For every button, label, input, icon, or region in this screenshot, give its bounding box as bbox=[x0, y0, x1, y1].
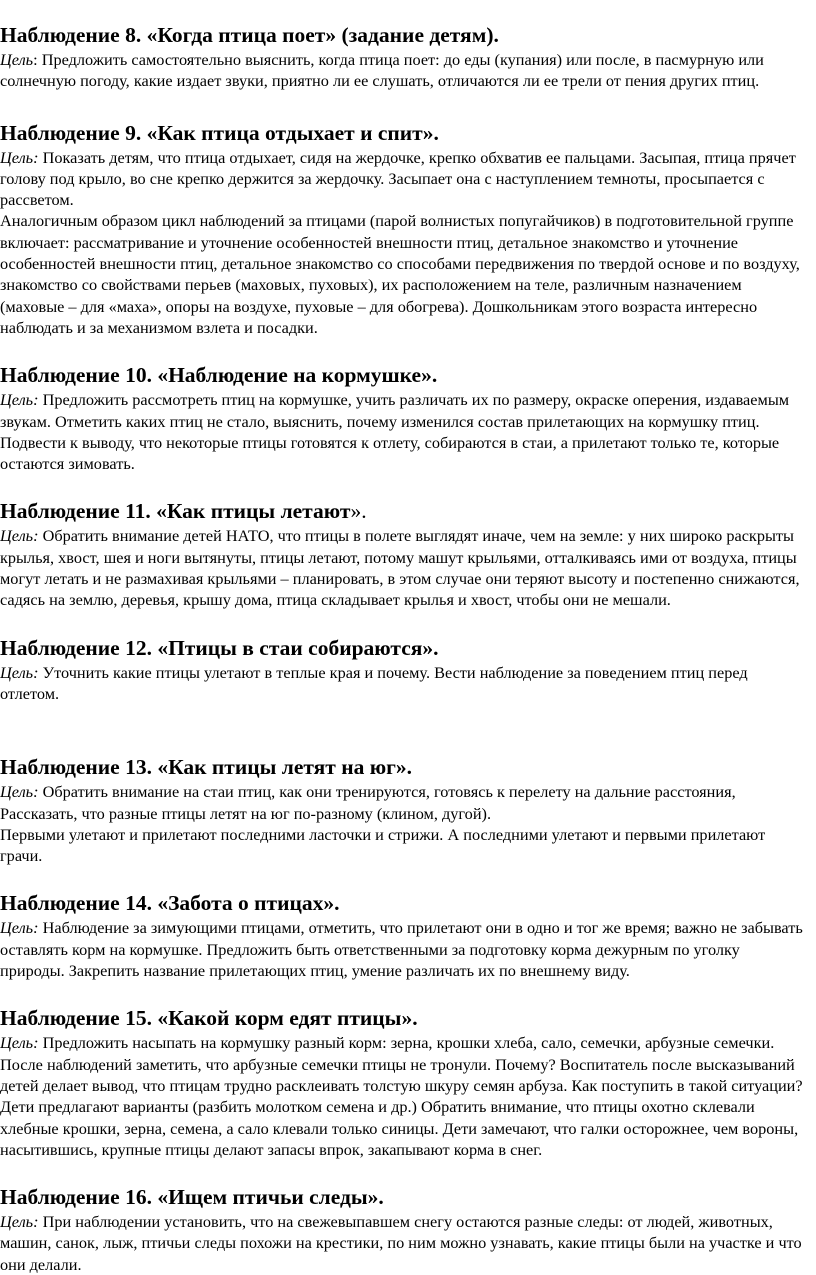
goal-label: Цель: bbox=[0, 918, 39, 938]
goal-text: Предложить рассмотреть птиц на кормушке, учить различать их по размеру, окраске оперения, издаваемым звукам. Отметить каких птиц не стало, выяснить, почему изменился состав прилетающих на кормушку птиц. Подвести к выводу, что некоторые птицы готовятся к отлету, собираются в стаи, а прилетают только те, которые остаются зимовать. bbox=[0, 390, 790, 474]
goal-label: Цель: bbox=[0, 1033, 39, 1053]
goal-text: Предложить самостоятельно выяснить, когда птица поет: до еды (купания) или после, в пасмурную или солнечную погоду, какие издает звуки, приятно ли ее слушать, отличаются ли ее трели от пения других птиц. bbox=[0, 50, 764, 91]
goal-label: Цель: bbox=[0, 1212, 39, 1232]
goal-label: Цель bbox=[0, 50, 34, 69]
observation-16 bbox=[0, 1184, 808, 1275]
observation-14-goal bbox=[0, 917, 808, 981]
observation-16-title: Наблюдение 16. «Ищем птичьи следы». bbox=[0, 1185, 384, 1210]
goal-text: Обратить внимание детей НАТО, что птицы в полете выглядят иначе, чем на земле: у них широко раскрыты крылья, хвост, шея и ноги вытянуты, птицы летают, потому машут крыльями, отталкиваясь ими от воздуха, птицы могут летать и не размахивая крыльями – планировать, в этом случае они теряют высоту и постепенно снижаются, садясь на землю, деревья, крышу дома, птица складывает крылья и хвост, чтобы они не мешали. bbox=[0, 526, 800, 610]
observation-15 bbox=[0, 1005, 808, 1160]
observation-15-title: Наблюдение 15. «Какой корм едят птицы». bbox=[0, 1006, 418, 1031]
observation-10-title: Наблюдение 10. «Наблюдение на кормушке». bbox=[0, 363, 438, 388]
observation-13-title: Наблюдение 13. «Как птицы летят на юг». bbox=[0, 755, 413, 780]
observation-8-goal bbox=[0, 49, 808, 92]
observation-14-title: Наблюдение 14. «Забота о птицах». bbox=[0, 891, 340, 916]
observation-15-goal bbox=[0, 1032, 808, 1160]
observation-8 bbox=[0, 22, 808, 92]
observation-13-extra: Первыми улетают и прилетают последними ласточки и стрижи. А последними улетают и первыми прилетают грачи. bbox=[0, 824, 766, 866]
observation-12 bbox=[0, 635, 808, 705]
observation-10 bbox=[0, 362, 808, 474]
observation-11-title-main: Наблюдение 11. «Как птицы летают bbox=[0, 499, 351, 524]
observation-12-title: Наблюдение 12. «Птицы в стаи собираются». bbox=[0, 635, 439, 660]
goal-text: Предложить насыпать на кормушку разный корм: зерна, крошки хлеба, сало, семечки, арбузные семечки. После наблюдений заметить, что арбузные семечки птицы не тронули. Почему? Воспитатель после высказываний детей делает вывод, что птицам трудно расклеивать толстую шкуру семян арбуза. Как поступить в такой ситуации? Дети предлагают варианты (разбить молотком семена и др.) Обратить внимание, что птицы охотно склевали хлебные крошки, зерна, семена, а сало клевали только синицы. Дети замечают, что галки осторожнее, чем вороны, насытившись, крупные птицы делают запасы впрок, закапывают корма в снег. bbox=[0, 1033, 803, 1159]
observation-11-title-tail: ». bbox=[350, 499, 367, 524]
goal-text: Уточнить какие птицы улетают в теплые края и почему. Вести наблюдение за поведением птиц перед отлетом. bbox=[0, 662, 748, 703]
goal-text: Обратить внимание на стаи птиц, как они тренируются, готовясь к перелету на дальние расстояния, Рассказать, что разные птицы летят на юг по-разному (клином, дугой). bbox=[0, 782, 736, 823]
goal-separator: : bbox=[33, 50, 42, 69]
goal-text: При наблюдении установить, что на свежевыпавшем снегу остаются разные следы: от людей, животных, машин, санок, лыж, птичьи следы похожи на крестики, по ним можно узнавать, какие птицы были на участке и что они делали. bbox=[0, 1212, 802, 1274]
observation-9-extra: Аналогичным образом цикл наблюдений за птицами (парой волнистых попугайчиков) в подготовительной группе включает: рассматривание и уточнение особенностей внешности птиц, детальное знакомство и уточнение особенностей внешности птиц, детальное знакомство со способами передвижения по твердой основе и по воздуху, знакомство со свойствами перьев (маховых, пуховых), их расположением на теле, различным назначением (маховые – для «маха», опоры на воздухе, пуховые – для обогрева). Дошкольникам этого возраста интересно наблюдать и за механизмом взлета и посадки. bbox=[0, 211, 800, 337]
observation-12-goal bbox=[0, 662, 808, 705]
observation-9-title: Наблюдение 9. «Как птица отдыхает и спит». bbox=[0, 120, 439, 145]
observation-9 bbox=[0, 120, 808, 339]
goal-text: Показать детям, что птица отдыхает, сидя на жердочке, крепко обхватив ее пальцами. Засыпая, птица прячет голову под крыло, во сне крепко держится за жердочку. Засыпает она с наступлением темноты, просыпается с рассветом. bbox=[0, 147, 796, 210]
goal-label: Цель: bbox=[0, 390, 39, 410]
observation-13 bbox=[0, 754, 808, 866]
goal-label: Цель: bbox=[0, 526, 39, 546]
observation-13-goal bbox=[0, 781, 808, 824]
observation-11 bbox=[0, 498, 808, 610]
observation-14 bbox=[0, 890, 808, 981]
observation-8-title: Наблюдение 8. «Когда птица поет» (задание детям). bbox=[0, 23, 499, 47]
observation-11-title bbox=[0, 498, 808, 525]
goal-label: Цель: bbox=[0, 782, 39, 802]
goal-text: Наблюдение за зимующими птицами, отметить, что прилетают они в одно и тог же время; важно не забывать оставлять корм на кормушке. Предложить быть ответственными за подготовку корма дежурным по уголку природы. Закрепить название прилетающих птиц, умение различать их по внешнему виду. bbox=[0, 918, 803, 981]
observation-16-goal bbox=[0, 1211, 808, 1275]
goal-label: Цель: bbox=[0, 662, 39, 682]
observation-9-goal bbox=[0, 147, 808, 211]
observation-10-goal bbox=[0, 389, 808, 474]
goal-label: Цель: bbox=[0, 147, 39, 167]
observation-11-goal bbox=[0, 525, 808, 610]
